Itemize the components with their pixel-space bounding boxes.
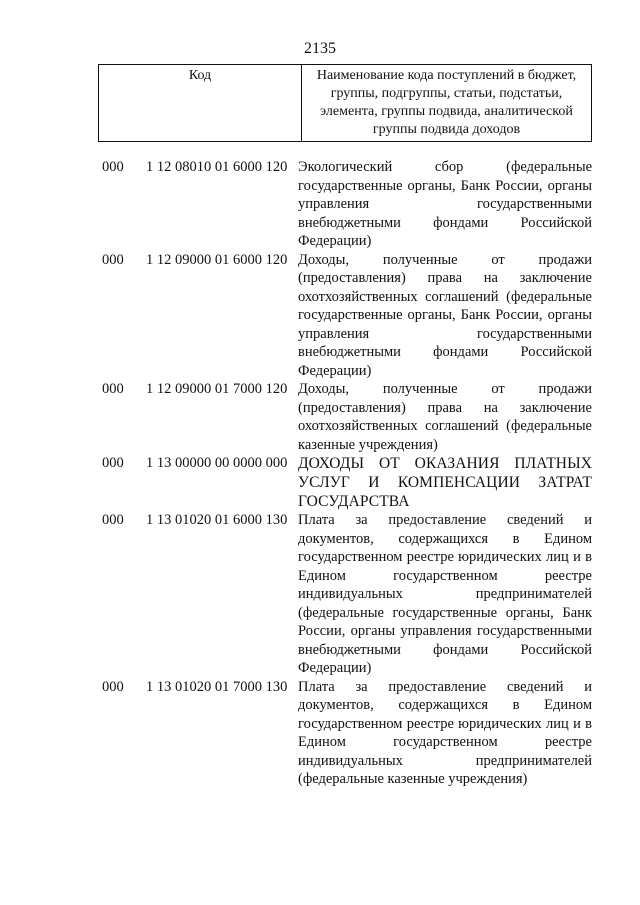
table-header (98, 64, 592, 142)
table-row (98, 678, 592, 789)
admin-code: 000 (102, 512, 124, 528)
page-number: 2135 (304, 40, 336, 57)
admin-code: 000 (102, 381, 124, 397)
header-name: Наименование кода поступлений в бюджет, группы, подгруппы, статьи, подстатьи, элемента, группы подвида, аналитической группы подвида доходов (302, 65, 592, 142)
revenue-code: 1 13 01020 01 7000 130 (146, 678, 288, 695)
table-row (98, 158, 592, 251)
table-row (98, 454, 592, 511)
revenue-code: 1 12 09000 01 7000 120 (146, 381, 288, 397)
admin-code: 000 (102, 159, 124, 175)
revenue-code: 1 13 01020 01 6000 130 (146, 512, 288, 528)
admin-code: 000 (102, 678, 124, 695)
revenue-code: 1 13 00000 00 0000 000 (146, 455, 288, 471)
revenue-description: Доходы, полученные от продажи (предоставления) права на заключение охотхозяйственных соглашений (федеральные государственные органы, Банк России, органы управления государственными внебюджетными фондами Российской Федерации) (298, 251, 592, 379)
table-row (98, 380, 592, 454)
revenue-description: Плата за предоставление сведений и документов, содержащихся в Едином государственном реестре юридических лиц и в Едином государственном реестре индивидуальных предпринимателей (федеральные казенные учреждения) (298, 678, 592, 787)
revenue-description: Экологический сбор (федеральные государственные органы, Банк России, органы управления государственными внебюджетными фондами Российской Федерации) (298, 159, 592, 249)
admin-code: 000 (102, 455, 124, 471)
revenue-code: 1 12 09000 01 6000 120 (146, 251, 288, 268)
table-row (98, 251, 592, 381)
header-code: Код (99, 65, 302, 142)
revenue-description: ДОХОДЫ ОТ ОКАЗАНИЯ ПЛАТНЫХ УСЛУГ И КОМПЕНСАЦИИ ЗАТРАТ ГОСУДАРСТВА (298, 455, 592, 510)
revenue-code: 1 12 08010 01 6000 120 (146, 159, 288, 175)
revenue-description: Доходы, полученные от продажи (предоставления) права на заключение охотхозяйственных соглашений (федеральные казенные учреждения) (298, 381, 592, 453)
admin-code: 000 (102, 251, 124, 268)
revenue-description: Плата за предоставление сведений и документов, содержащихся в Едином государственном реестре юридических лиц и в Едином государственном реестре индивидуальных предпринимателей (федеральные государственные органы, Банк России, органы управления государственными внебюджетными фондами Российской Федерации) (298, 512, 592, 676)
table-row (98, 511, 592, 678)
revenue-code-list (98, 158, 592, 789)
